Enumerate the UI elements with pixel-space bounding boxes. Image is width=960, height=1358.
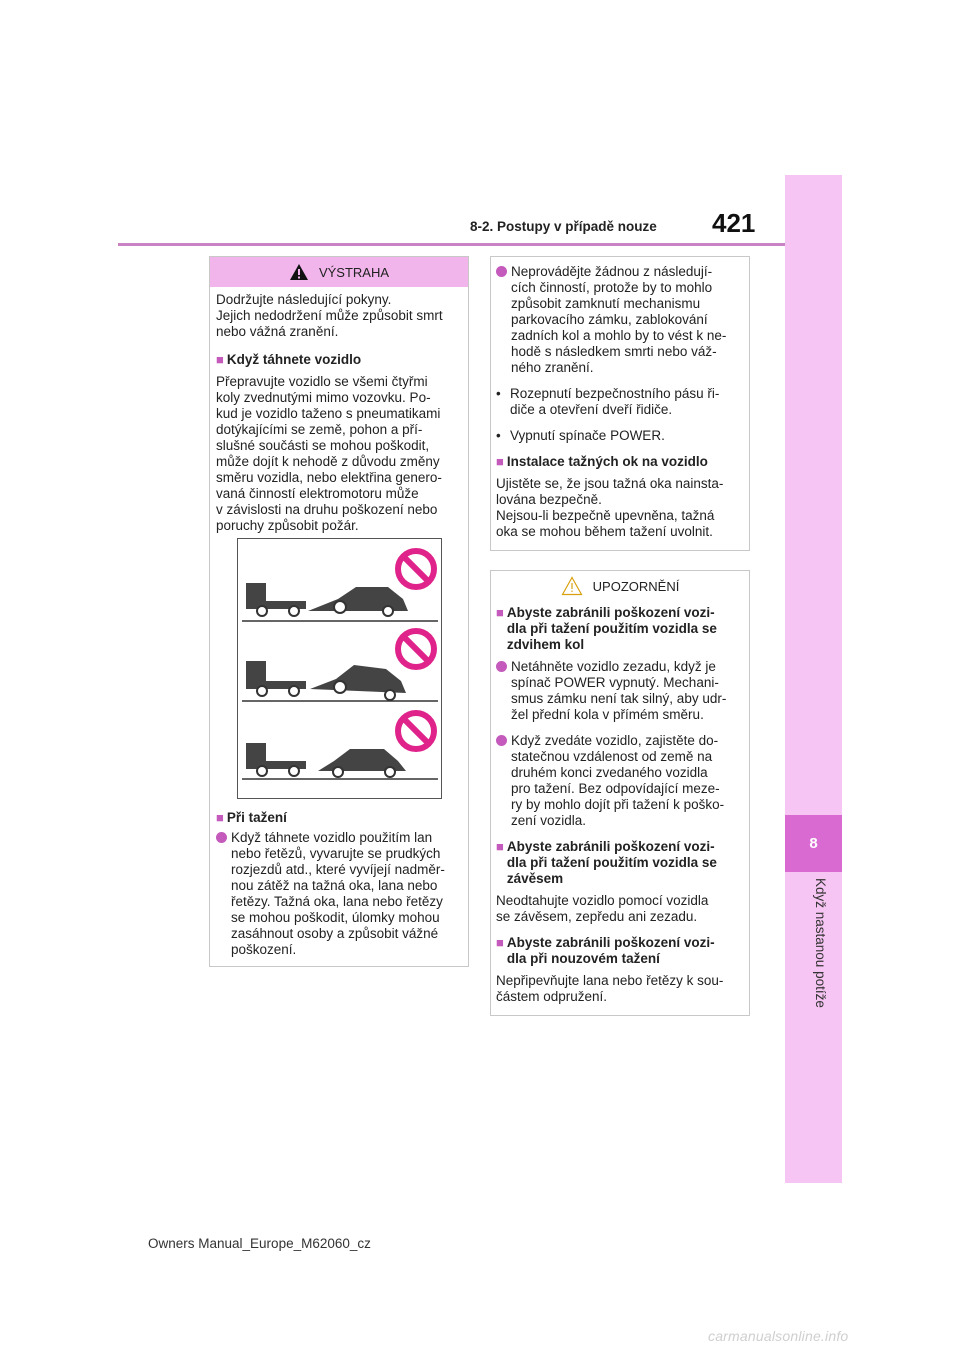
- text-line: zadních kol a mohlo by to vést k ne-: [511, 328, 727, 343]
- circle-bullet-icon: [496, 661, 507, 672]
- text-line: Přepravujte vozidlo se všemi čtyřmi: [216, 374, 428, 389]
- text-line: slušné součásti se mohou poškodit,: [216, 438, 430, 453]
- text-line: ného zranění.: [511, 360, 594, 375]
- section-heading: ■ Abyste zabránili poškození vozi- dla při tažení použitím vozidla se zdvihem kol: [496, 605, 717, 652]
- warning-triangle-icon: [289, 263, 309, 281]
- text-line: Když táhnete vozidlo použitím lan: [231, 830, 433, 845]
- text-line: se mohou poškodit, úlomky mohou: [231, 910, 440, 925]
- text-line: Netáhněte vozidlo zezadu, když je: [511, 659, 716, 674]
- chapter-number-tab[interactable]: 8: [785, 815, 842, 872]
- text-line: diče a otevření dveří řidiče.: [510, 402, 673, 417]
- page-number: 421: [712, 208, 756, 238]
- warning-intro: [216, 292, 466, 340]
- text-line: pro tažení. Bez odpovídající meze-: [511, 781, 720, 796]
- watermark: carmanualsonline.info: [708, 1328, 849, 1344]
- square-bullet-icon: ■: [216, 352, 224, 367]
- towing-prohibited-figure: [238, 539, 441, 798]
- bullet-icon: •: [496, 428, 501, 443]
- square-bullet-icon: ■: [216, 810, 224, 825]
- section-heading: ■ Při tažení: [216, 810, 287, 825]
- notice-header: [491, 571, 749, 601]
- list-item: [496, 428, 746, 444]
- tow-row-1: [242, 551, 438, 621]
- text-line: Rozepnutí bezpečnostního pásu ři-: [510, 386, 720, 401]
- bullet-icon: •: [496, 386, 501, 401]
- text-line: Když zvedáte vozidlo, zajistěte do-: [511, 733, 719, 748]
- caution-triangle-icon: [561, 576, 583, 596]
- text-line: nou zátěž na tažná oka, lana nebo: [231, 878, 438, 893]
- footer-text: Owners Manual_Europe_M62060_cz: [148, 1236, 371, 1251]
- circle-bullet-icon: [496, 735, 507, 746]
- text-line: hodě s následkem smrti nebo váž-: [511, 344, 717, 359]
- text-line: zení vozidla.: [511, 813, 587, 828]
- circle-bullet-icon: [496, 266, 507, 277]
- text-line: směru vozidla, nebo elektřina genero-: [216, 470, 442, 485]
- text-line: spínač POWER vypnutý. Mechani-: [511, 675, 719, 690]
- notice-content: [496, 605, 746, 1005]
- text-line: Ujistěte se, že jsou tažná oka nainsta-: [496, 476, 724, 491]
- warning-section-2: [216, 810, 466, 958]
- chapter-title: Když nastanou potíže: [813, 878, 828, 1008]
- text-line: statečnou vzdálenost od země na: [511, 749, 713, 764]
- text-line: druhém konci zvedaného vozidla: [511, 765, 708, 780]
- text-line: poškození.: [231, 942, 297, 957]
- text-line: koly zvednutými mimo vozovku. Po-: [216, 390, 431, 405]
- text-line: rozjezdů atd., které vyvíjejí nadměr-: [231, 862, 445, 877]
- list-item: [496, 386, 746, 418]
- text-line: způsobit zamknutí mechanismu: [511, 296, 701, 311]
- text-line: řetězy. Tažná oka, lana nebo řetězy: [231, 894, 443, 909]
- text-line: může dojít k nehodě z důvodu změny: [216, 454, 440, 469]
- text-line: dotýkajícími se země, pohon a pří-: [216, 422, 423, 437]
- text-line: poruchy způsobit požár.: [216, 518, 359, 533]
- header-rule: [118, 243, 785, 246]
- text-line: vaná činností elektromotoru může: [216, 486, 419, 501]
- list-item: [496, 659, 746, 723]
- text-line: nebo řetězů, vyvarujte se prudkých: [231, 846, 441, 861]
- list-item: [496, 264, 746, 376]
- warning-header: [210, 257, 468, 287]
- continued-warning-content: [496, 264, 746, 540]
- text-line: cích činností, protože by to mohlo: [511, 280, 713, 295]
- text-line: ry by mohlo dojít při tažení k poško-: [511, 797, 725, 812]
- text-line: Neprovádějte žádnou z následují-: [511, 264, 713, 279]
- section-title: 8-2. Postupy v případě nouze: [470, 219, 657, 234]
- circle-bullet-icon: [216, 832, 227, 843]
- square-bullet-icon: ■: [496, 454, 504, 469]
- text-line: parkovacího zámku, zablokování: [511, 312, 708, 327]
- text-line: se závěsem, zepředu ani zezadu.: [496, 909, 698, 924]
- text-line: Neodtahujte vozidlo pomocí vozidla: [496, 893, 709, 908]
- text-line: v závislosti na druhu poškození nebo: [216, 502, 438, 517]
- notice-title: UPOZORNĚNÍ: [592, 578, 680, 594]
- tow-row-3: [242, 713, 438, 779]
- text-line: smus zámku není tak silný, aby udr-: [511, 691, 727, 706]
- text-line: nebo vážná zranění.: [216, 324, 339, 339]
- text-line: Jejich nedodržení může způsobit smrt: [216, 308, 443, 323]
- text-line: Nejsou-li bezpečně upevněna, tažná: [496, 508, 715, 523]
- section-heading: ■ Instalace tažných ok na vozidlo: [496, 454, 708, 469]
- list-item: [216, 830, 466, 958]
- warning-section-1: [216, 352, 466, 534]
- text-line: částem odpružení.: [496, 989, 608, 1004]
- text-line: žel přední kola v přímém směru.: [511, 707, 704, 722]
- text-line: Vypnutí spínače POWER.: [510, 428, 665, 443]
- text-line: oka se mohou během tažení uvolnit.: [496, 524, 713, 539]
- square-bullet-icon: ■: [496, 605, 504, 620]
- text-line: zasáhnout osoby a způsobit vážné: [231, 926, 439, 941]
- towing-illustration: [237, 538, 442, 799]
- square-bullet-icon: ■: [496, 839, 504, 854]
- list-item: [496, 733, 746, 829]
- section-heading: ■ Abyste zabránili poškození vozi- dla při nouzovém tažení: [496, 935, 715, 966]
- text-line: Nepřipevňujte lana nebo řetězy k sou-: [496, 973, 724, 988]
- text-line: lována bezpečně.: [496, 492, 602, 507]
- section-heading: ■ Když táhnete vozidlo: [216, 352, 362, 367]
- text-line: kud je vozidlo taženo s pneumatikami: [216, 406, 441, 421]
- warning-title: VÝSTRAHA: [318, 264, 390, 280]
- square-bullet-icon: ■: [496, 935, 504, 950]
- text-line: Dodržujte následující pokyny.: [216, 292, 392, 307]
- section-heading: ■ Abyste zabránili poškození vozi- dla při tažení použitím vozidla se závěsem: [496, 839, 717, 886]
- tow-row-2: [242, 631, 438, 701]
